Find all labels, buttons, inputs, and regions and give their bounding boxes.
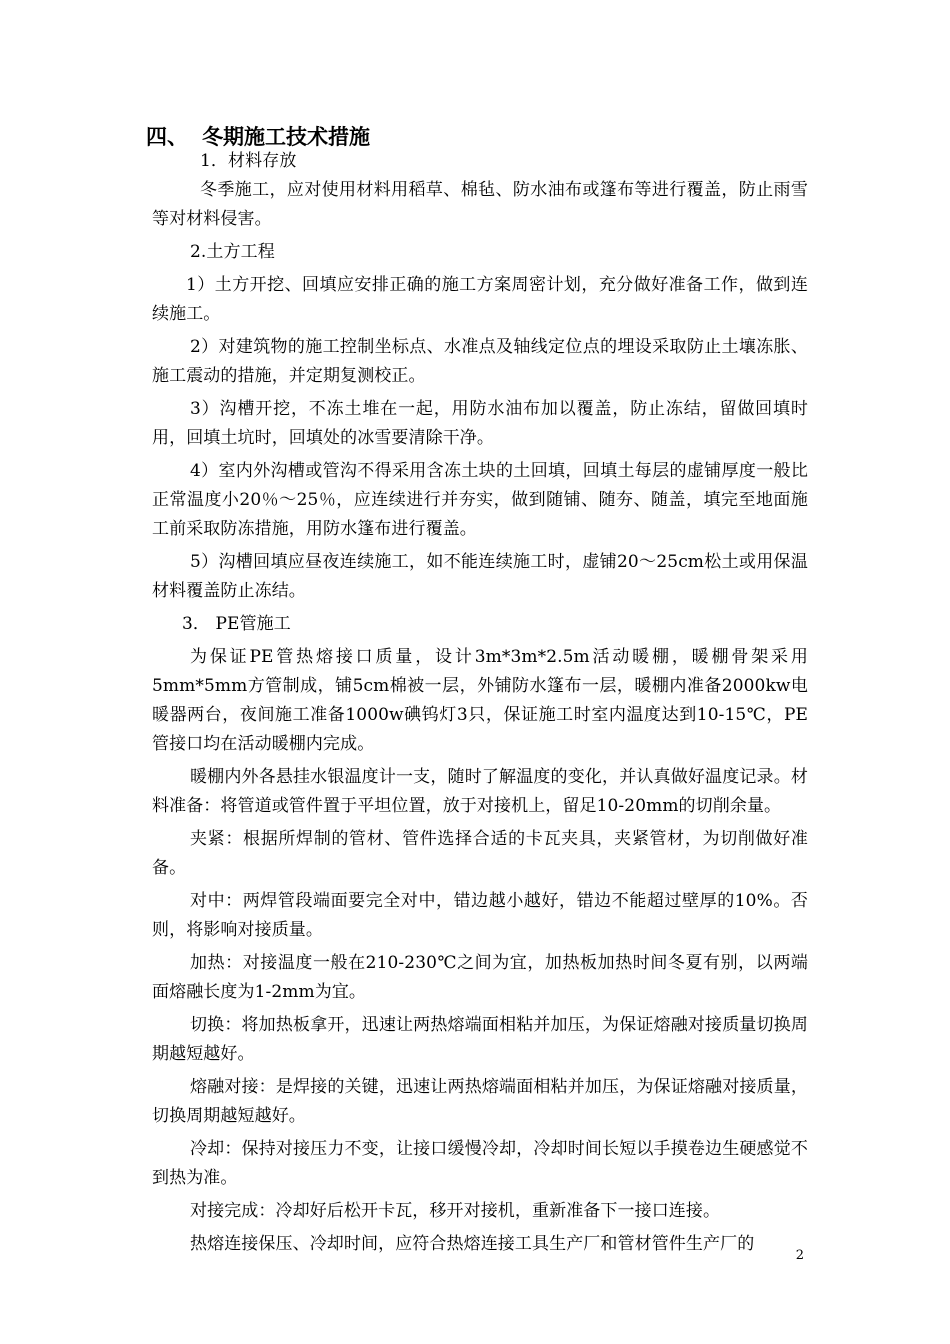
paragraph-thermometer: 暖棚内外各悬挂水银温度计一支，随时了解温度的变化，并认真做好温度记录。材料准备：将管道或管件置于平坦位置，放于对接机上，留足10-20mm的切削余量。	[152, 767, 808, 816]
subheading-earthwork: 2.土方工程	[190, 242, 275, 262]
paragraph-earthwork-1: 1）土方开挖、回填应安排正确的施工方案周密计划，充分做好准备工作，做到连续施工。	[152, 275, 808, 324]
section-heading-number: 四、	[146, 125, 188, 149]
paragraph-earthwork-5: 5）沟槽回填应昼夜连续施工，如不能连续施工时，虚铺20～25cm松土或用保温材料覆盖防止冻结。	[152, 552, 808, 601]
paragraph-cooling: 冷却：保持对接压力不变，让接口缓慢冷却，冷却时间长短以手摸卷边生硬感觉不到热为准。	[152, 1139, 808, 1188]
paragraph-material-storage: 冬季施工，应对使用材料用稻草、棉毡、防水油布或篷布等进行覆盖，防止雨雪等对材料侵害。	[152, 180, 808, 229]
paragraph-fusion-joint: 熔融对接：是焊接的关键，迅速让两热熔端面相粘并加压，为保证熔融对接质量，切换周期越短越好。	[152, 1077, 808, 1126]
paragraph-joint-complete: 对接完成：冷却好后松开卡瓦，移开对接机，重新准备下一接口连接。	[190, 1201, 721, 1221]
subheading-pe-pipe: 3． PE管施工	[182, 614, 291, 634]
page-number: 2	[795, 1248, 804, 1263]
subheading-material-storage: 1．材料存放	[200, 151, 297, 171]
paragraph-pressure-cooling-time: 热熔连接保压、冷却时间，应符合热熔连接工具生产厂和管材管件生产厂的	[190, 1234, 755, 1254]
paragraph-pe-shed: 为保证PE管热熔接口质量，设计3m*3m*2.5m活动暖棚，暖棚骨架采用5mm*5mm方管制成，铺5cm棉被一层，外铺防水篷布一层，暖棚内准备2000kw电暖器两台，夜间施工准备1000w碘钨灯3只，保证施工时室内温度达到10-15℃，PE管接口均在活动暖棚内完成。	[152, 647, 808, 754]
paragraph-earthwork-3: 3）沟槽开挖，不冻土堆在一起，用防水油布加以覆盖，防止冻结，留做回填时用，回填土坑时，回填处的冰雪要清除干净。	[152, 399, 808, 448]
paragraph-alignment: 对中：两焊管段端面要完全对中，错边越小越好，错边不能超过壁厚的10%。否则，将影响对接质量。	[152, 891, 808, 940]
section-heading-title: 冬期施工技术措施	[202, 125, 370, 149]
document-body	[152, 147, 808, 1259]
paragraph-earthwork-2: 2）对建筑物的施工控制坐标点、水准点及轴线定位点的埋设采取防止土壤冻胀、施工震动的措施，并定期复测校正。	[152, 337, 808, 386]
paragraph-clamping: 夹紧：根据所焊制的管材、管件选择合适的卡瓦夹具，夹紧管材，为切削做好准备。	[152, 829, 808, 878]
paragraph-heating: 加热：对接温度一般在210-230℃之间为宜，加热板加热时间冬夏有别，以两端面熔融长度为1-2mm为宜。	[152, 953, 808, 1002]
paragraph-earthwork-4: 4）室内外沟槽或管沟不得采用含冻土块的土回填，回填土每层的虚铺厚度一般比正常温度小20％～25％，应连续进行并夯实，做到随铺、随夯、随盖，填完至地面施工前采取防冻措施，用防水篷布进行覆盖。	[152, 461, 808, 539]
paragraph-switching: 切换：将加热板拿开，迅速让两热熔端面相粘并加压，为保证熔融对接质量切换周期越短越好。	[152, 1015, 808, 1064]
